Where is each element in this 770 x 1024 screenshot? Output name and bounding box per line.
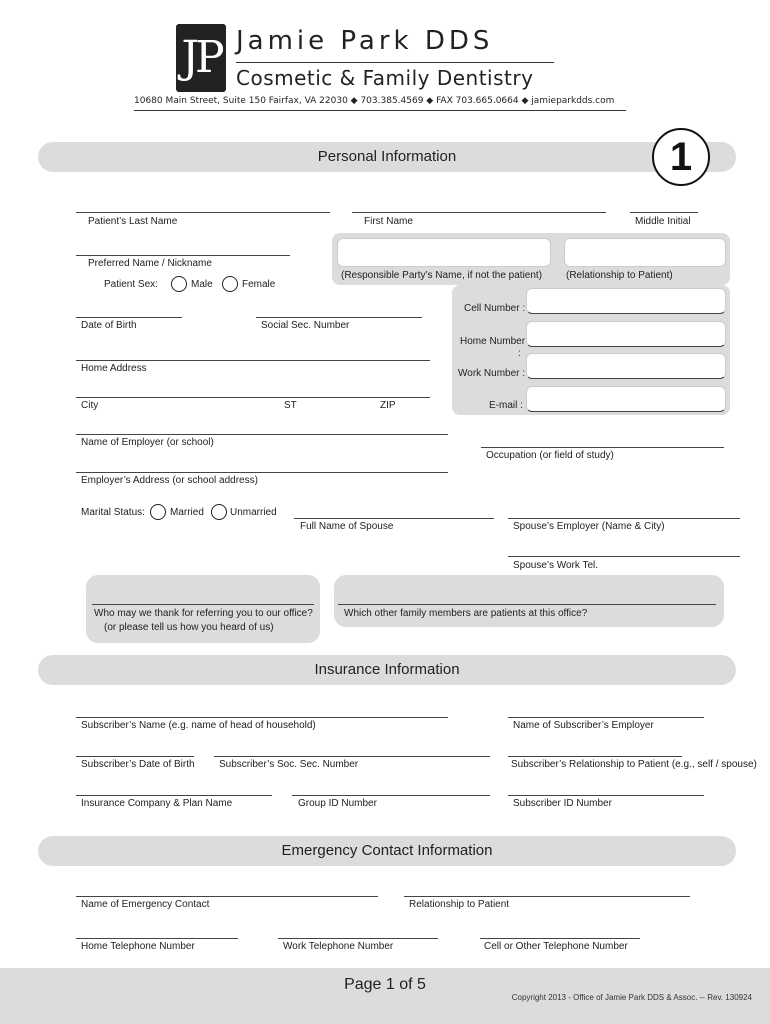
employer-address-field[interactable] <box>76 472 448 473</box>
first-name-label: First Name <box>364 216 413 227</box>
logo-monogram: JP <box>181 32 221 83</box>
female-label: Female <box>242 279 276 290</box>
work-number-label: Work Number : <box>458 368 526 379</box>
ssn-label: Social Sec. Number <box>261 320 350 331</box>
spouse-name-label: Full Name of Spouse <box>300 521 394 532</box>
married-label: Married <box>170 507 204 518</box>
male-radio[interactable] <box>171 276 187 292</box>
work-number-input[interactable] <box>526 353 726 379</box>
responsible-party-label: (Responsible Party’s Name, if not the patient) <box>341 270 543 281</box>
referral-field[interactable] <box>92 604 314 605</box>
insurance-company-label: Insurance Company & Plan Name <box>81 798 233 809</box>
emergency-home-tel-field[interactable] <box>76 938 238 939</box>
group-id-label: Group ID Number <box>298 798 377 809</box>
dob-field[interactable] <box>76 317 182 318</box>
subscriber-id-label: Subscriber ID Number <box>513 798 612 809</box>
st-label: ST <box>284 400 297 411</box>
subscriber-id-field[interactable] <box>508 795 704 796</box>
employer-address-label: Employer’s Address (or school address) <box>81 475 258 486</box>
email-input[interactable] <box>526 386 726 412</box>
family-members-label: Which other family members are patients at this office? <box>344 608 588 619</box>
employer-field[interactable] <box>76 434 448 435</box>
female-radio[interactable] <box>222 276 238 292</box>
zip-label: ZIP <box>380 400 396 411</box>
practice-logo <box>176 24 226 92</box>
email-label: E-mail : <box>489 400 523 411</box>
relationship-input[interactable] <box>564 238 726 267</box>
spouse-work-tel-field[interactable] <box>508 556 740 557</box>
emergency-cell-tel-field[interactable] <box>480 938 640 939</box>
home-number-colon: : <box>518 348 521 359</box>
emergency-contact-field[interactable] <box>76 896 378 897</box>
city-label: City <box>81 400 99 411</box>
patient-sex-label: Patient Sex: <box>104 279 158 290</box>
preferred-name-label: Preferred Name / Nickname <box>88 258 212 269</box>
page-indicator: Page 1 of 5 <box>344 976 426 993</box>
home-number-label: Home Number <box>460 336 526 347</box>
relationship-label: (Relationship to Patient) <box>566 270 673 281</box>
home-address-field[interactable] <box>76 360 430 361</box>
occupation-field[interactable] <box>481 447 724 448</box>
subscriber-name-field[interactable] <box>76 717 448 718</box>
copyright-notice: Copyright 2013 - Office of Jamie Park DDS & Assoc. -- Rev. 130924 <box>511 993 752 1002</box>
section-header-emergency: Emergency Contact Information <box>38 836 736 866</box>
group-id-field[interactable] <box>292 795 490 796</box>
section-header-personal: Personal Information <box>38 142 736 172</box>
spouse-employer-field[interactable] <box>508 518 740 519</box>
subscriber-dob-field[interactable] <box>76 756 194 757</box>
referral-label-line1: Who may we thank for referring you to our office? <box>94 608 313 619</box>
emergency-relationship-field[interactable] <box>404 896 690 897</box>
family-members-field[interactable] <box>338 604 716 605</box>
title-divider <box>236 62 554 63</box>
practice-address: 10680 Main Street, Suite 150 Fairfax, VA 22030 ◆ 703.385.4569 ◆ FAX 703.665.0664 ◆ jamieparkdds.com <box>134 96 615 106</box>
city-st-zip-field[interactable] <box>76 397 430 398</box>
home-address-label: Home Address <box>81 363 147 374</box>
middle-initial-label: Middle Initial <box>635 216 691 227</box>
subscriber-employer-field[interactable] <box>508 717 704 718</box>
emergency-contact-label: Name of Emergency Contact <box>81 899 210 910</box>
first-name-field[interactable] <box>352 212 606 213</box>
emergency-relationship-label: Relationship to Patient <box>409 899 510 910</box>
insurance-company-field[interactable] <box>76 795 272 796</box>
cell-number-input[interactable] <box>526 288 726 314</box>
unmarried-radio[interactable] <box>211 504 227 520</box>
marital-status-label: Marital Status: <box>81 507 145 518</box>
spouse-work-tel-label: Spouse’s Work Tel. <box>513 560 599 571</box>
section-header-insurance: Insurance Information <box>38 655 736 685</box>
cell-number-label: Cell Number : <box>464 303 526 314</box>
emergency-home-tel-label: Home Telephone Number <box>81 941 195 952</box>
subscriber-dob-label: Subscriber’s Date of Birth <box>81 759 195 770</box>
subscriber-name-label: Subscriber’s Name (e.g. name of head of household) <box>81 720 316 731</box>
last-name-field[interactable] <box>76 212 330 213</box>
middle-initial-field[interactable] <box>630 212 698 213</box>
ssn-field[interactable] <box>256 317 422 318</box>
referral-label-line2: (or please tell us how you heard of us) <box>104 622 274 633</box>
married-radio[interactable] <box>150 504 166 520</box>
spouse-employer-label: Spouse’s Employer (Name & City) <box>513 521 665 532</box>
last-name-label: Patient’s Last Name <box>88 216 178 227</box>
home-number-input[interactable] <box>526 321 726 347</box>
practice-tagline: Cosmetic & Family Dentistry <box>236 66 534 90</box>
dob-label: Date of Birth <box>81 320 137 331</box>
preferred-name-field[interactable] <box>76 255 290 256</box>
emergency-work-tel-field[interactable] <box>278 938 438 939</box>
unmarried-label: Unmarried <box>230 507 277 518</box>
practice-name: Jamie Park DDS <box>236 26 494 56</box>
employer-label: Name of Employer (or school) <box>81 437 214 448</box>
emergency-cell-tel-label: Cell or Other Telephone Number <box>484 941 628 952</box>
spouse-name-field[interactable] <box>294 518 494 519</box>
male-label: Male <box>191 279 213 290</box>
page-number-badge: 1 <box>652 128 710 186</box>
address-divider <box>134 110 626 111</box>
emergency-work-tel-label: Work Telephone Number <box>283 941 394 952</box>
occupation-label: Occupation (or field of study) <box>486 450 614 461</box>
family-members-panel[interactable] <box>334 575 724 627</box>
subscriber-relationship-label: Subscriber’s Relationship to Patient (e.g., self / spouse) <box>511 759 757 770</box>
subscriber-ssn-field[interactable] <box>214 756 490 757</box>
subscriber-employer-label: Name of Subscriber’s Employer <box>513 720 654 731</box>
responsible-party-input[interactable] <box>337 238 551 267</box>
subscriber-relationship-field[interactable] <box>508 756 682 757</box>
subscriber-ssn-label: Subscriber’s Soc. Sec. Number <box>219 759 359 770</box>
